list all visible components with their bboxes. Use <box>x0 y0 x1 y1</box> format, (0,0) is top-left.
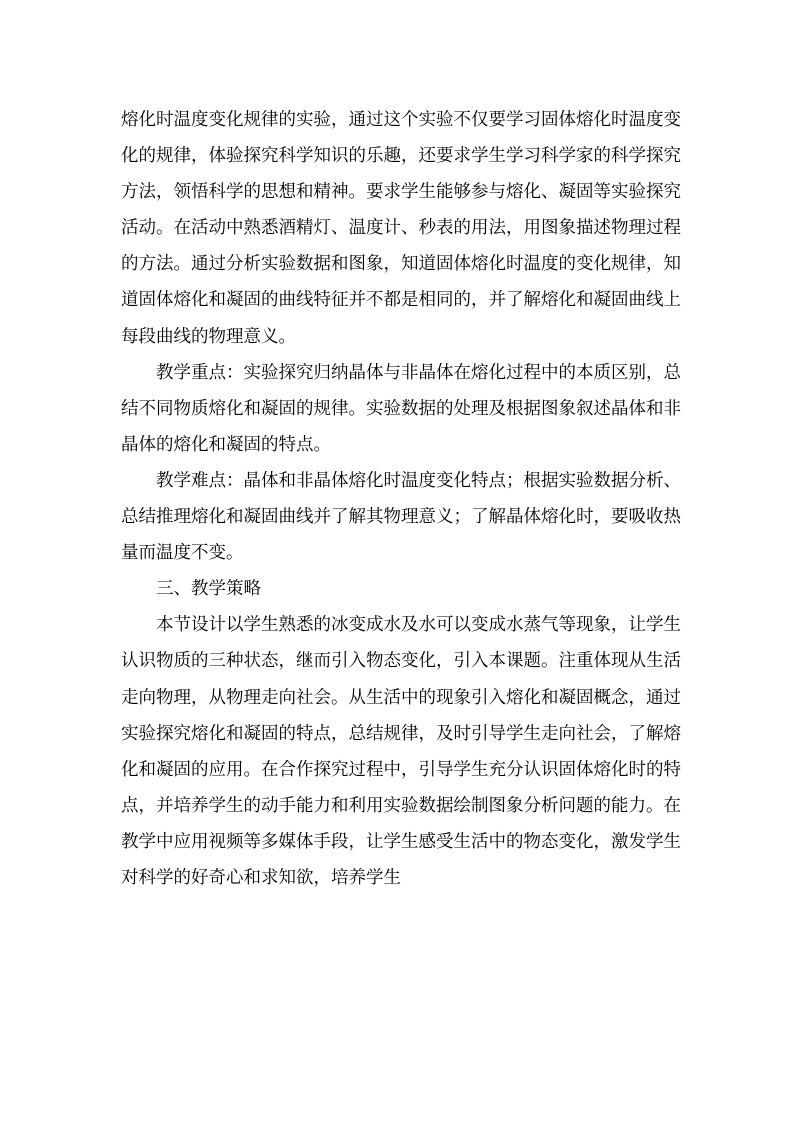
paragraph-teaching-focus: 教学重点：实验探究归纳晶体与非晶体在熔化过程中的本质区别，总结不同物质熔化和凝固的规律。实验数据的处理及根据图象叙述晶体和非晶体的熔化和凝固的特点。 <box>121 362 681 455</box>
section-heading-teaching-strategy: 三、教学策略 <box>156 579 261 600</box>
paragraph-strategy: 本节设计以学生熟悉的冰变成水及水可以变成水蒸气等现象，让学生认识物质的三种状态，继而引入物态变化，引入本课题。注重体现从生活走向物理，从物理走向社会。从生活中的现象引入熔化和凝固概念，通过实验探究熔化和凝固的特点，总结规律，及时引导学生走向社会，了解熔化和凝固的应用。在合作探究过程中，引导学生充分认识固体熔化时的特点，并培养学生的动手能力和利用实验数据绘制图象分析问题的能力。在教学中应用视频等多媒体手段，让学生感受生活中的物态变化，激发学生对科学的好奇心和求知欲，培养学生 <box>121 615 681 888</box>
paragraph-intro: 熔化时温度变化规律的实验，通过这个实验不仅要学习固体熔化时温度变化的规律，体验探究科学知识的乐趣，还要求学生学习科学家的科学探究方法，领悟科学的思想和精神。要求学生能够参与熔化、凝固等实验探究活动。在活动中熟悉酒精灯、温度计、秒表的用法，用图象描述物理过程的方法。通过分析实验数据和图象，知道固体熔化时温度的变化规律，知道固体熔化和凝固的曲线特征并不都是相同的，并了解熔化和凝固曲线上每段曲线的物理意义。 <box>121 110 681 347</box>
document-body <box>121 102 681 896</box>
paragraph-teaching-difficulty: 教学难点：晶体和非晶体熔化时温度变化特点；根据实验数据分析、总结推理熔化和凝固曲线并了解其物理意义；了解晶体熔化时，要吸收热量而温度不变。 <box>121 470 681 564</box>
